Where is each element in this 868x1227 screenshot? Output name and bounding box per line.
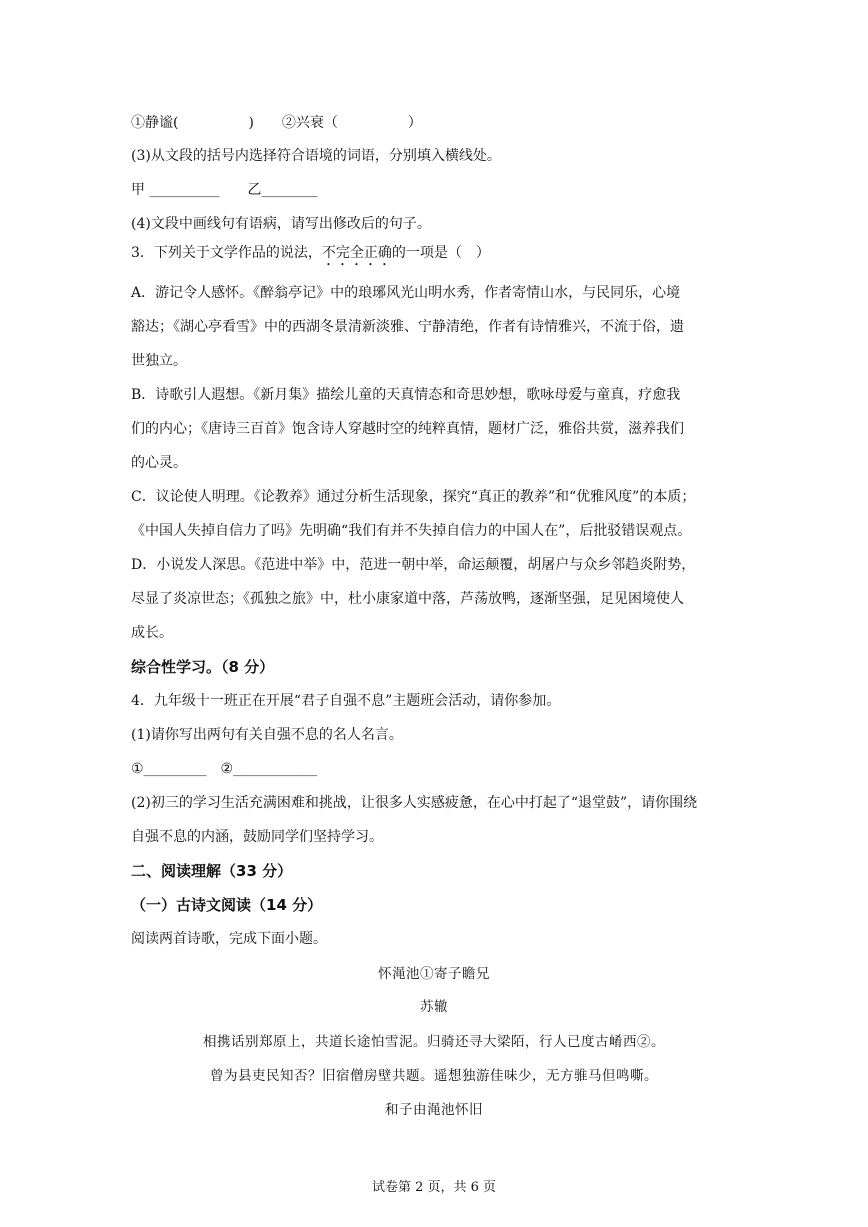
poem-2-title: 和子由渑池怀旧 [385,1102,483,1118]
option-a-line-1: A．游记令人感怀。《醉翁亭记》中的琅琊风光山明水秀，作者寄情山水，与民同乐，心境 [131,285,681,301]
option-b-line-1: B．诗歌引人遐想。《新月集》描绘儿童的天真情态和奇思妙想，歌咏母爱与童真，疗愈我 [131,387,681,403]
question-3-stem-before: 3．下列关于文学作品的说法， [131,245,322,261]
question-4-stem: 4．九年级十一班正在开展“君子自强不息”主题班会活动，请你参加。 [131,693,561,709]
option-b-line-3: 的心灵。 [131,455,187,471]
option-b-line-2: 们的内心；《唐诗三百首》饱含诗人穿越时空的纯粹真情，题材广泛，雅俗共赏，滋养我们 [131,421,684,437]
question-3-stem-after: 的一项是（ ） [391,245,490,261]
question-2-part-4: (4)文段中画线句有语病，请写出修改后的句子。 [131,216,431,232]
option-d-line-1: D．小说发人深思。《范进中举》中，范进一朝中举，命运颠覆，胡屠户与众乡邻趋炎附势， [131,557,696,573]
poem-1-title: 怀渑池①寄子瞻兄 [378,966,490,982]
page-footer: 试卷第 2 页，共 6 页 [371,1180,497,1195]
option-c-line-2: 《中国人失掉自信力了吗》先明确“我们有并不失掉自信力的中国人在”，后批驳错误观点。 [131,523,692,539]
section-integrated-learning: 综合性学习。（8 分） [131,658,275,676]
question-4-part-1: (1)请你写出两句有关自强不息的名人名言。 [131,727,403,743]
answer-blanks-quotes: ①_________ ②____________ [131,761,318,777]
question-3-stem [131,243,490,269]
section-reading: 二、阅读理解（33 分） [131,862,293,880]
question-4-part-2-line-2: 自强不息的内涵，鼓励同学们坚持学习。 [131,829,383,845]
question-3-emphasis: 不完全正确 [321,245,392,261]
option-d-line-2: 尽显了炎凉世态；《孤独之旅》中，杜小康家道中落，芦荡放鸭，逐渐坚强，足见困境使人 [131,591,684,607]
question-4-part-2-line-1: (2)初三的学习生活充满困难和挑战，让很多人实感疲惫，在心中打起了“退堂鼓”，请你围绕 [131,795,698,811]
reading-instruction: 阅读两首诗歌，完成下面小题。 [131,931,327,947]
question-2-part-3: (3)从文段的括号内选择符合语境的词语，分别填入横线处。 [131,148,501,164]
subsection-poetry: （一）古诗文阅读（14 分） [131,896,323,914]
option-a-line-2: 豁达；《湖心亭看雪》中的西湖冬景清新淡雅、宁静清绝，作者有诗情雅兴，不流于俗，遗 [131,319,684,335]
option-d-line-3: 成长。 [131,625,173,641]
poem-1-line-2: 曾为县吏民知否？旧宿僧房壁共题。遥想独游佳味少，无方骓马但鸣嘶。 [210,1068,658,1084]
option-a-line-3: 世独立。 [131,353,187,369]
option-c-line-1: C．议论使人明理。《论教养》通过分析生活现象，探究“真正的教养”和“优雅风度”的本质； [131,489,696,505]
pinyin-line: ①静谧( ) ②兴衰（ ） [131,115,422,131]
poem-1-author: 苏辙 [420,999,448,1015]
poem-1-line-1: 相携话别郑原上，共道长途怕雪泥。归骑还寻大梁陌，行人已度古崤西②。 [203,1034,665,1050]
answer-blanks-jia-yi: 甲 __________ 乙________ [131,182,318,198]
